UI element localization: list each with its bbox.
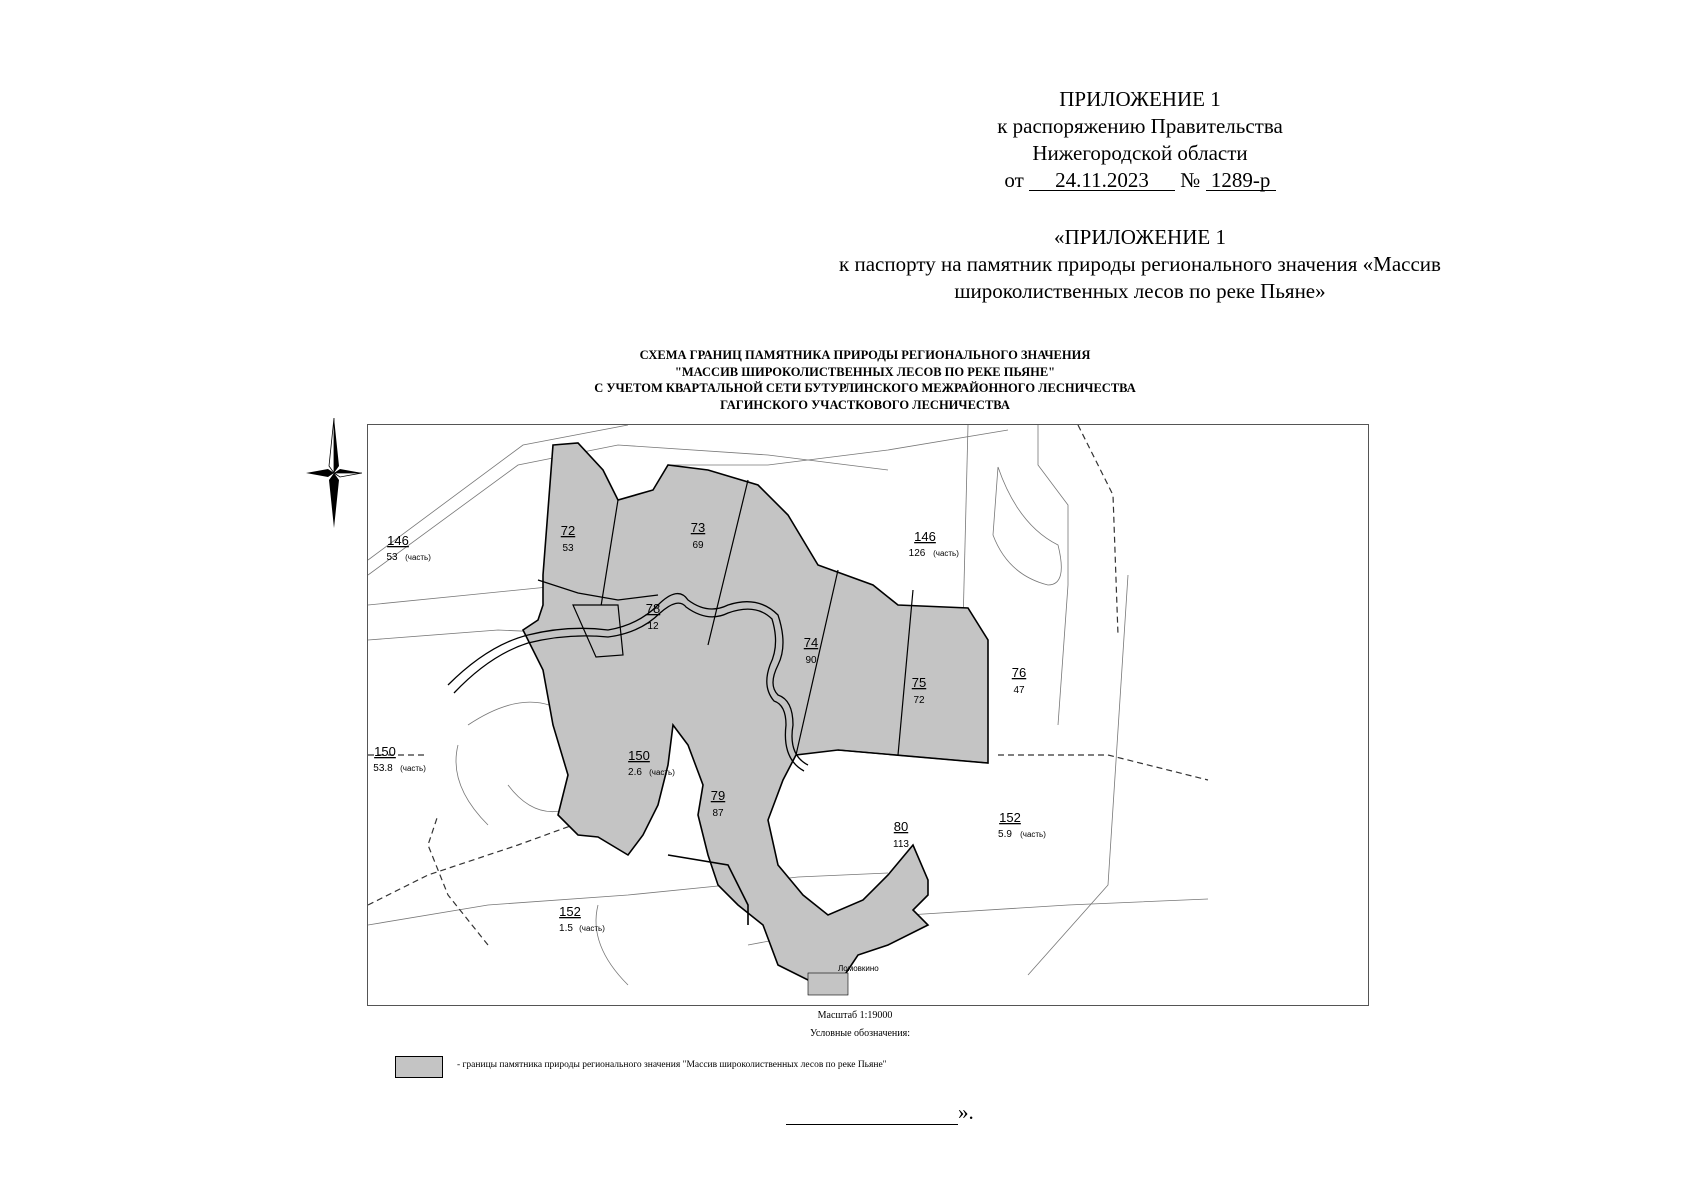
quarter-number: 73 bbox=[690, 520, 706, 535]
decree-date: 24.11.2023 bbox=[1029, 170, 1175, 191]
quarter-76 bbox=[1012, 665, 1026, 696]
settlement-area bbox=[808, 973, 848, 995]
quarter-area: 126 bbox=[908, 548, 926, 559]
quarter-area: 12 bbox=[647, 621, 659, 632]
closing-quote: ». bbox=[958, 1100, 974, 1124]
legend-item-text: - границы памятника природы регионального значения "Массив широколиственных лесов по реке Пьяне" bbox=[457, 1060, 887, 1070]
signature-line bbox=[786, 1106, 958, 1125]
decree-number: 1289-р bbox=[1206, 170, 1276, 191]
annex-header bbox=[780, 86, 1500, 194]
map-scale: Масштаб 1:19000 bbox=[817, 1010, 893, 1021]
quarter-area: 2.6 bbox=[628, 767, 642, 778]
passport-line2: широколиственных лесов по реке Пьяне» bbox=[954, 279, 1326, 303]
quarter-number: 80 bbox=[893, 819, 909, 834]
village-label: Ломовкино bbox=[838, 964, 879, 973]
quarter-area: 1.5 bbox=[559, 923, 573, 934]
quarter-number: 78 bbox=[645, 601, 661, 616]
passport-header bbox=[780, 224, 1500, 305]
quarter-note: (часть) bbox=[400, 764, 426, 773]
annex-line1: к распоряжению Правительства bbox=[997, 114, 1283, 138]
quarter-number: 152 bbox=[999, 810, 1021, 825]
quarter-146-east bbox=[909, 529, 960, 559]
number-prefix: № bbox=[1180, 168, 1201, 192]
annex-date-row bbox=[780, 167, 1500, 194]
passport-title: «ПРИЛОЖЕНИЕ 1 bbox=[1054, 225, 1226, 249]
date-prefix: от bbox=[1004, 168, 1024, 192]
quarter-area: 90 bbox=[805, 655, 817, 666]
quarter-area: 47 bbox=[1013, 685, 1025, 696]
forest-quarter-map bbox=[367, 424, 1369, 1006]
quarter-area: 53 bbox=[386, 552, 398, 563]
map-title-line1: СХЕМА ГРАНИЦ ПАМЯТНИКА ПРИРОДЫ РЕГИОНАЛЬНОГО ЗНАЧЕНИЯ bbox=[639, 348, 1091, 362]
quarter-note: (часть) bbox=[649, 768, 675, 777]
map-title-line4: ГАГИНСКОГО УЧАСТКОВОГО ЛЕСНИЧЕСТВА bbox=[720, 397, 1010, 412]
quarter-number: 75 bbox=[911, 675, 927, 690]
quarter-number: 146 bbox=[914, 529, 936, 544]
map-canvas bbox=[368, 425, 1368, 1005]
quarter-note: (часть) bbox=[405, 553, 431, 562]
map-title-line3: С УЧЕТОМ КВАРТАЛЬНОЙ СЕТИ БУТУРЛИНСКОГО МЕЖРАЙОННОГО ЛЕСНИЧЕСТВА bbox=[594, 381, 1136, 395]
annex-line2: Нижегородской области bbox=[1032, 141, 1248, 165]
quarter-number: 152 bbox=[559, 904, 581, 919]
quarter-area: 87 bbox=[712, 808, 724, 819]
closing-mark bbox=[786, 1100, 974, 1125]
quarter-area: 113 bbox=[893, 839, 909, 850]
quarter-number: 72 bbox=[560, 523, 576, 538]
quarter-152-south bbox=[559, 904, 605, 934]
quarter-area: 69 bbox=[692, 540, 704, 551]
quarter-area: 53 bbox=[562, 543, 574, 554]
quarter-146-west bbox=[386, 533, 431, 563]
legend-title: Условные обозначения: bbox=[809, 1028, 910, 1039]
quarter-number: 146 bbox=[387, 533, 409, 548]
quarter-150-west bbox=[373, 744, 426, 774]
map-title bbox=[440, 347, 1290, 413]
map-title-line2: "МАССИВ ШИРОКОЛИСТВЕННЫХ ЛЕСОВ ПО РЕКЕ ПЬЯНЕ" bbox=[674, 364, 1056, 379]
protected-area bbox=[523, 443, 988, 985]
quarter-note: (часть) bbox=[579, 924, 605, 933]
quarter-number: 74 bbox=[803, 635, 819, 650]
compass-rose-icon bbox=[306, 418, 362, 528]
quarter-number: 79 bbox=[710, 788, 726, 803]
annex-title: ПРИЛОЖЕНИЕ 1 bbox=[1059, 87, 1221, 111]
passport-line1: к паспорту на памятник природы регионального значения «Массив bbox=[839, 252, 1441, 276]
quarter-number: 150 bbox=[628, 748, 650, 763]
quarter-area: 5.9 bbox=[998, 829, 1012, 840]
quarter-number: 76 bbox=[1011, 665, 1027, 680]
quarter-80 bbox=[893, 819, 909, 850]
monument-boundary-polygon bbox=[523, 443, 988, 985]
quarter-152-east bbox=[998, 810, 1046, 840]
quarter-area: 53.8 bbox=[373, 763, 393, 774]
quarter-note: (часть) bbox=[1020, 830, 1046, 839]
quarter-number: 150 bbox=[374, 744, 396, 759]
legend-swatch bbox=[395, 1056, 443, 1078]
quarter-area: 72 bbox=[913, 695, 925, 706]
quarter-note: (часть) bbox=[933, 549, 959, 558]
